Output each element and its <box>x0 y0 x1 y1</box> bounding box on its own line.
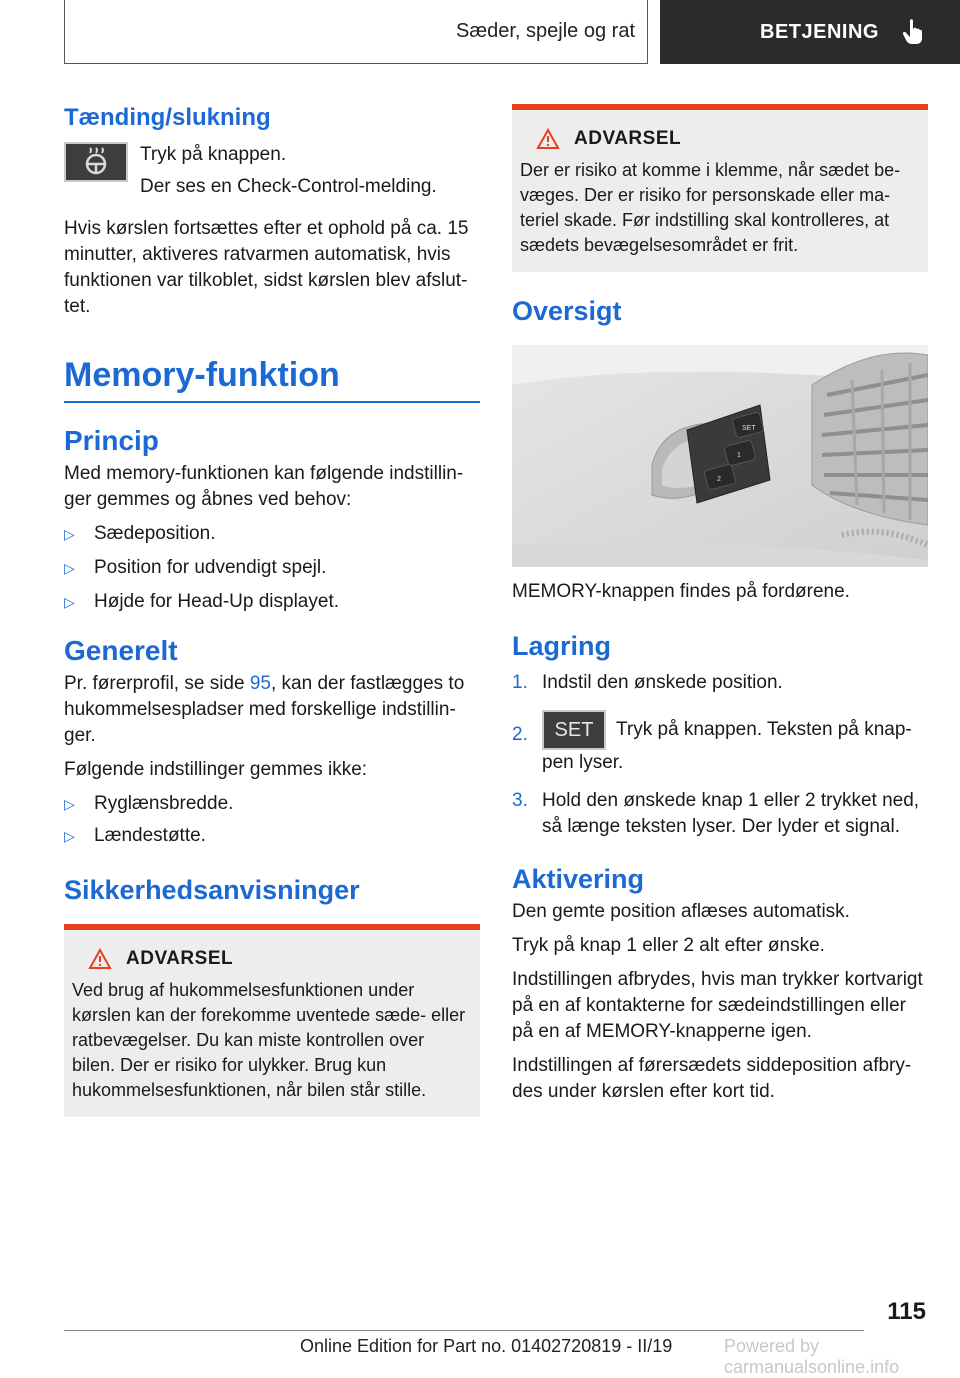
activation-paragraph-3: Indstillingen afbrydes, hvis man trykker kortvarigt på en af kontakterne for sædeindstillingen eller på en af MEMORY-knapperne igen. <box>512 969 923 1042</box>
warning-title: ADVARSEL <box>72 948 472 970</box>
page-reference-link[interactable]: 95 <box>249 673 271 694</box>
warning-box <box>512 104 928 272</box>
heading-rule <box>64 401 480 403</box>
activation-paragraph-1: Den gemte position aflæses automatisk. <box>512 901 850 922</box>
header-chapter-box <box>660 0 960 64</box>
steering-heating-button-icon <box>64 142 128 182</box>
warning-text: Der er risiko at komme i klemme, når sædet be-væges. Der er risiko for personskade eller ma-teriel skade. Før indstilling skal kontrolleres, at sædets bevægelsesområdet er frit. <box>520 160 901 255</box>
set-button-icon: SET <box>542 710 606 750</box>
image-2-label: 2 <box>717 476 721 483</box>
not-saved-paragraph: Følgende indstillinger gemmes ikke: <box>64 759 368 780</box>
activation-paragraph-4: Indstillingen af førersædets siddeposition afbry-des under kørslen efter kort tid. <box>512 1055 912 1102</box>
footer-rule <box>64 1330 864 1331</box>
image-caption: MEMORY-knappen findes på fordørene. <box>512 581 850 602</box>
right-column <box>512 100 928 1105</box>
left-column <box>64 100 480 1117</box>
list-item: ▷ Position for udvendigt spejl. <box>64 555 480 581</box>
general-paragraph: Pr. førerprofil, se side 95, kan der fastlægges to hukommelsespladser med forskellige indstillin-ger. <box>64 673 465 746</box>
principle-paragraph: Med memory-funktionen kan følgende indstillin-ger gemmes og åbnes ved behov: <box>64 463 464 510</box>
triangle-bullet-icon: ▷ <box>64 560 75 576</box>
ignition-heading: Tænding/slukning <box>64 104 271 131</box>
image-set-label: SET <box>742 425 756 432</box>
watermark-text: Powered by carmanualsonline.info <box>724 1336 900 1377</box>
general-heading: Generelt <box>64 635 178 666</box>
list-item: 1. Indstil den ønskede position. <box>512 672 783 693</box>
press-button-text: Tryk på knappen. <box>140 144 287 165</box>
hand-pointer-icon <box>901 18 925 46</box>
activation-paragraph-2: Tryk på knap 1 eller 2 alt efter ønske. <box>512 935 825 956</box>
ignition-paragraph: Hvis kørslen fortsættes efter et ophold på ca. 15 minutter, aktiveres ratvarmen automatisk, hvis funktionen var tilkoblet, sidst kørslen blev afslut-tet. <box>64 218 469 317</box>
triangle-bullet-icon: ▷ <box>64 828 75 844</box>
list-item: ▷ Lændestøtte. <box>64 823 480 849</box>
page-number: 115 <box>887 1298 926 1325</box>
overview-heading: Oversigt <box>512 296 622 326</box>
warning-triangle-icon <box>536 128 560 150</box>
principle-list <box>64 521 480 615</box>
door-memory-button-image <box>512 345 928 567</box>
storing-steps <box>512 670 928 840</box>
header-section-title: Sæder, spejle og rat <box>456 20 635 42</box>
header-chapter-title: BETJENING <box>760 20 879 43</box>
list-item: 3. Hold den ønskede knap 1 eller 2 trykket ned, så længe teksten lyser. Der lyder et signal. <box>512 790 920 837</box>
ignition-instruction <box>64 142 480 200</box>
storing-heading: Lagring <box>512 631 611 661</box>
header-section-box <box>64 0 648 64</box>
warning-box <box>64 924 480 1117</box>
safety-heading: Sikkerhedsanvisninger <box>64 875 360 905</box>
memory-function-heading: Memory-funktion <box>64 356 340 394</box>
list-item: ▷ Ryglænsbredde. <box>64 791 480 817</box>
triangle-bullet-icon: ▷ <box>64 796 75 812</box>
activation-heading: Aktivering <box>512 864 645 894</box>
edition-text: Online Edition for Part no. 01402720819 - II/19 <box>300 1336 673 1356</box>
list-item: ▷ Sædeposition. <box>64 521 480 547</box>
list-item: ▷ Højde for Head-Up displayet. <box>64 589 480 615</box>
not-saved-list <box>64 791 480 849</box>
triangle-bullet-icon: ▷ <box>64 526 75 542</box>
triangle-bullet-icon: ▷ <box>64 594 75 610</box>
warning-title: ADVARSEL <box>520 128 920 150</box>
warning-triangle-icon <box>88 948 112 970</box>
image-1-label: 1 <box>737 452 741 459</box>
check-control-text: Der ses en Check-Control-melding. <box>140 176 437 197</box>
principle-heading: Princip <box>64 425 159 456</box>
list-item: 2. SET Tryk på knappen. Teksten på knap-pen lyser. <box>512 710 928 776</box>
warning-text: Ved brug af hukommelsesfunktionen under kørslen kan der forekomme uventede sæde- eller ratbevægelser. Du kan miste kontrollen over bilen. Der er risiko for ulykker. Brug kun hukommelsesfunktionen, når bilen står stille. <box>72 980 466 1100</box>
